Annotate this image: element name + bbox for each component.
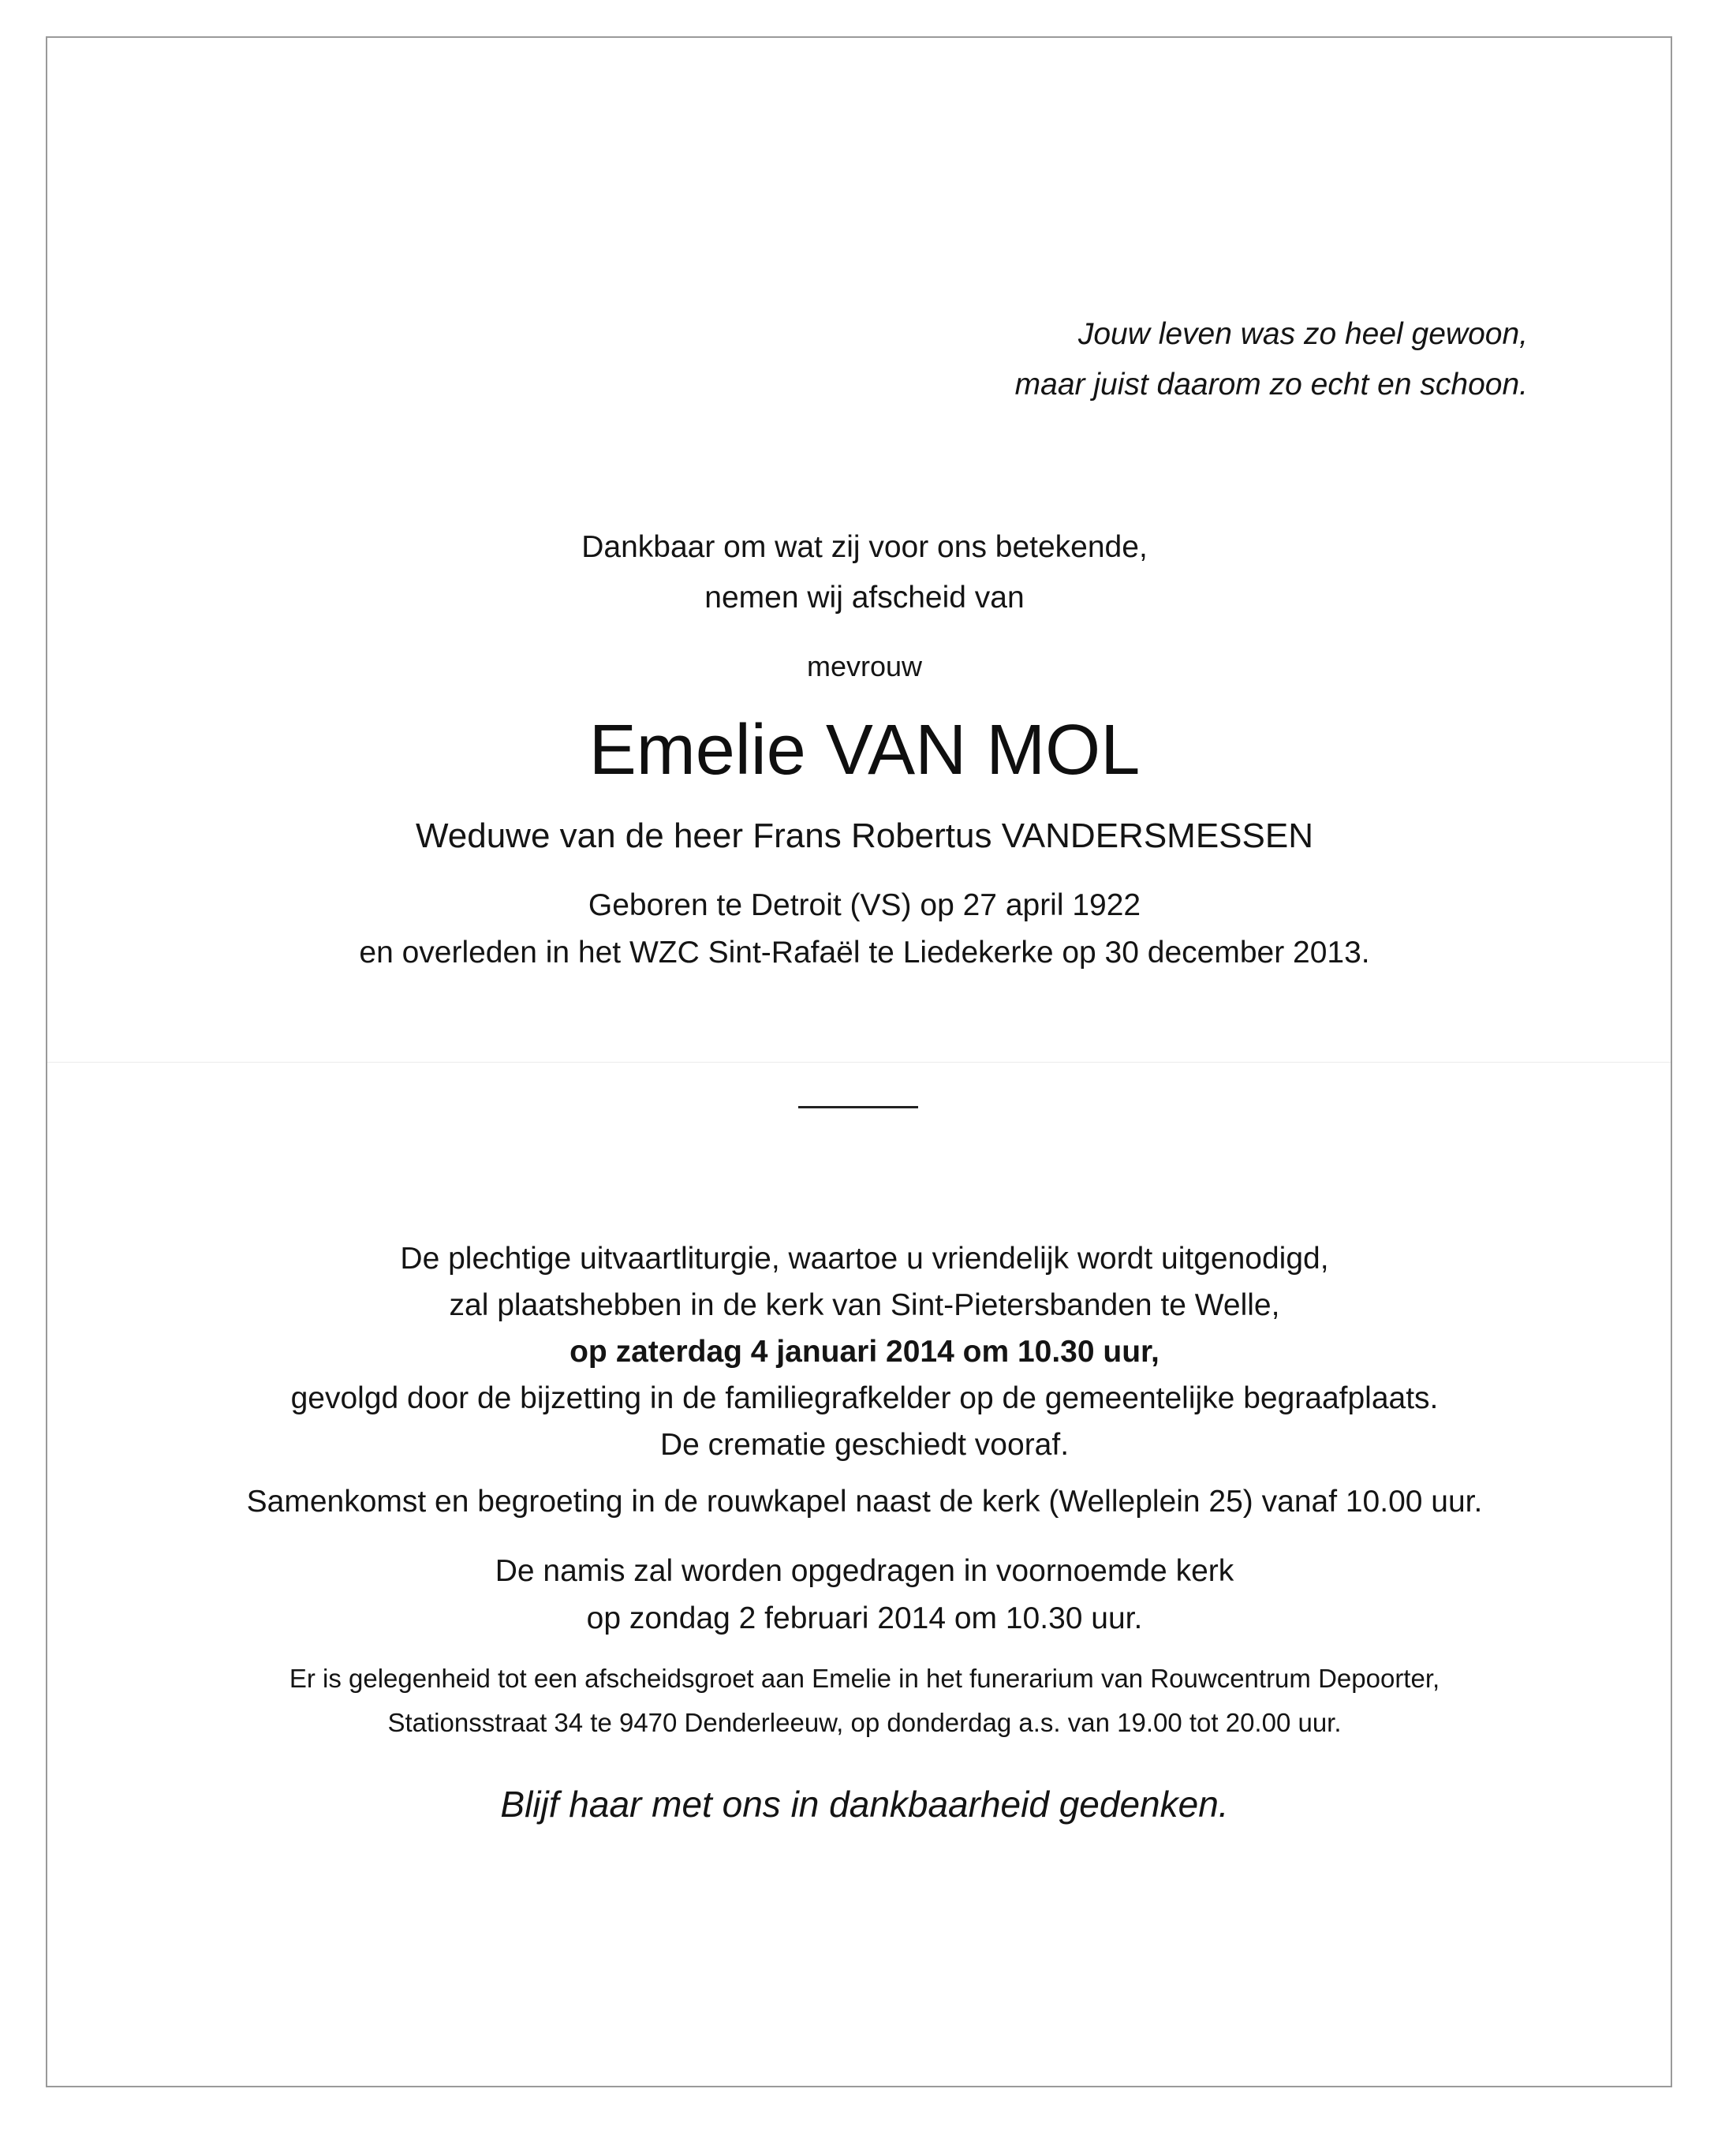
gathering-text: Samenkomst en begroeting in de rouwkapel naast de kerk (Welleplein 25) vanaf 10.00 uur.	[246, 1485, 1483, 1519]
closing-text: Blijf haar met ons in dankbaarheid gedenken.	[500, 1784, 1229, 1825]
death-line: en overleden in het WZC Sint-Rafaël te Liedekerke op 30 december 2013.	[359, 936, 1370, 970]
intro-text	[0, 522, 1729, 623]
fold-line	[47, 1062, 1671, 1063]
section-divider	[798, 1106, 918, 1108]
ceremony-date: op zaterdag 4 januari 2014 om 10.30 uur,	[569, 1335, 1160, 1369]
birth-death-dates	[0, 882, 1729, 977]
intro-line-1: Dankbaar om wat zij voor ons betekende,	[581, 530, 1148, 564]
ceremony-line-1: De plechtige uitvaartliturgie, waartoe u vriendelijk wordt uitgenodigd,	[400, 1242, 1329, 1276]
widow-of-line: Weduwe van de heer Frans Robertus VANDERSMESSEN	[416, 816, 1313, 855]
mass-line-1: De namis zal worden opgedragen in voornoemde kerk	[495, 1554, 1234, 1588]
farewell-line-1: Er is gelegenheid tot een afscheidsgroet aan Emelie in het funerarium van Rouwcentrum Depoorter,	[289, 1664, 1440, 1693]
ceremony-line-5: De crematie geschiedt vooraf.	[659, 1428, 1070, 1462]
farewell-text	[0, 1657, 1729, 1745]
deceased-name: Emelie VAN MOL	[588, 711, 1141, 790]
mass-line-2: op zondag 2 februari 2014 om 10.30 uur.	[586, 1601, 1143, 1635]
ceremony-line-4: gevolgd door de bijzetting in de familiegrafkelder op de gemeentelijke begraafplaats.	[290, 1381, 1439, 1415]
quote-line-2: maar juist daarom zo echt en schoon.	[1014, 368, 1528, 402]
deceased-title: mevrouw	[806, 650, 923, 682]
opening-quote	[1015, 309, 1528, 410]
intro-line-2: nemen wij afscheid van	[704, 581, 1025, 615]
birth-line: Geboren te Detroit (VS) op 27 april 1922	[588, 888, 1141, 922]
quote-line-1: Jouw leven was zo heel gewoon,	[1077, 317, 1528, 351]
ceremony-line-2: zal plaatshebben in de kerk van Sint-Pietersbanden te Welle,	[449, 1288, 1280, 1322]
ceremony-text	[0, 1235, 1729, 1468]
mass-text	[0, 1548, 1729, 1642]
farewell-line-2: Stationsstraat 34 te 9470 Denderleeuw, op donderdag a.s. van 19.00 tot 20.00 uur.	[387, 1708, 1342, 1737]
